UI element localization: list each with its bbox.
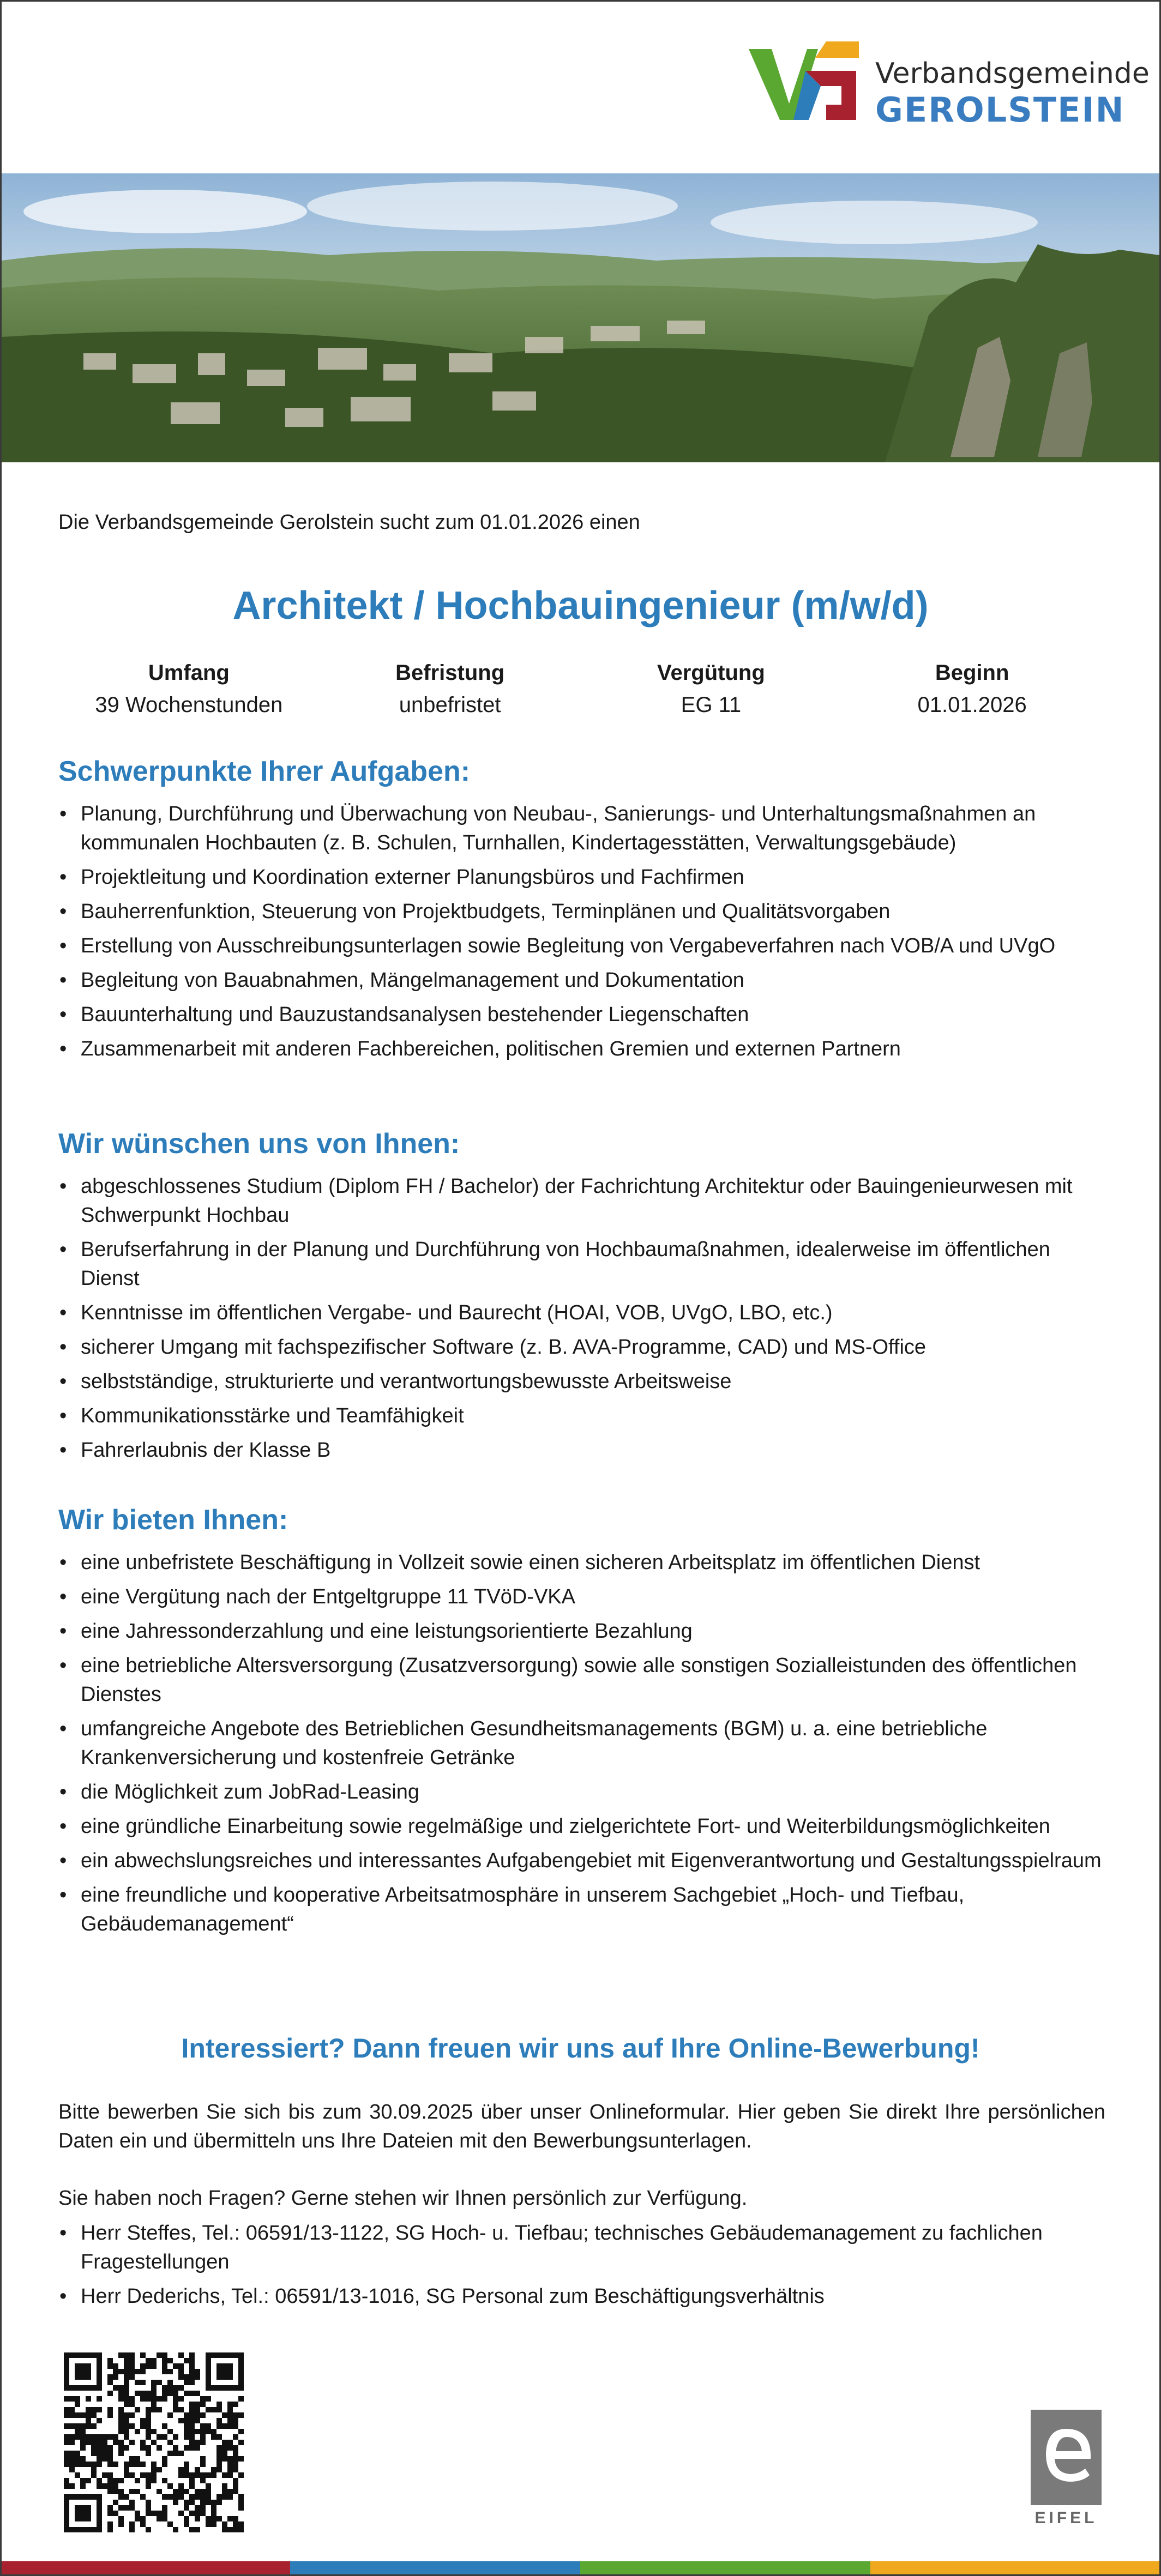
job-title: Architekt / Hochbauingenieur (m/w/d) [232,584,929,628]
cta-heading: Interessiert? Dann freuen wir uns auf Ihre Online-Bewerbung! [181,2033,980,2064]
questions-intro: Sie haben noch Fragen? Gerne stehen wir Ihnen persönlich zur Verfügung. [58,2187,748,2210]
benefits-list [58,1548,1111,1939]
fact-value: unbefristet [399,693,501,717]
list-item: • Fahrerlaubnis der Klasse B [58,1436,1111,1465]
eifel-logo [1025,2410,1107,2535]
list-item: • eine unbefristete Beschäftigung in Vollzeit sowie einen sicheren Arbeitsplatz im öffentlichen Dienst [58,1548,1111,1577]
contacts-section [58,2219,1111,2316]
list-item: • selbstständige, strukturierte und verantwortungsbewusste Arbeitsweise [58,1367,1111,1396]
list-item: • eine gründliche Einarbeitung sowie regelmäßige und zielgerichtete Fort- und Weiterbildungsmöglichkeiten [58,1812,1111,1841]
vg-gerolstein-logo[interactable] [744,38,1150,131]
list-item: • sicherer Umgang mit fachspezifischer Software (z. B. AVA-Programme, CAD) und MS-Office [58,1333,1111,1362]
list-item: • ein abwechslungsreiches und interessantes Aufgabengebiet mit Eigenverantwortung und Gestaltungsspielraum [58,1847,1111,1875]
footer-stripe-green [580,2561,870,2574]
requirements-section [58,1127,1111,1470]
list-item: • abgeschlossenes Studium (Diplom FH / Bachelor) der Fachrichtung Architektur oder Bauingenieurwesen mit Schwerpunkt Hochbau [58,1172,1111,1230]
eifel-label: EIFEL [1034,2509,1098,2527]
logo-line-2: GEROLSTEIN [875,90,1125,130]
list-item: • Kommunikationsstärke und Teamfähigkeit [58,1402,1111,1431]
benefits-heading: Wir bieten Ihnen: [58,1504,288,1536]
list-item: • Erstellung von Ausschreibungsunterlagen sowie Begleitung von Vergabeverfahren nach VOB/A und UVgO [58,932,1111,961]
benefits-section [58,1504,1111,1944]
list-item: • umfangreiche Angebote des Betrieblichen Gesundheitsmanagements (BGM) u. a. eine betriebliche Krankenversicherung und kostenfreie Getränke [58,1715,1111,1772]
eifel-e-icon [1025,2410,1107,2505]
requirements-list [58,1172,1111,1465]
list-item: • Kenntnisse im öffentlichen Vergabe- und Baurecht (HOAI, VOB, UVgO, LBO, etc.) [58,1299,1111,1328]
qr-code-icon[interactable] [64,2352,244,2532]
fact-label: Beginn [935,661,1009,685]
list-item: • Planung, Durchführung und Überwachung von Neubau-, Sanierungs- und Unterhaltungsmaßnahmen an kommunalen Hochbauten (z. B. Schulen, Turnhallen, Kindertagesstätten, Verwaltungsgebäude) [58,800,1111,858]
hero-panorama-image [2,173,1159,462]
contacts-list [58,2219,1111,2311]
list-item: • eine freundliche und kooperative Arbeitsatmosphäre in unserem Sachgebiet „Hoch- und Tiefbau, Gebäudemanagement“ [58,1881,1111,1939]
fact-value: 39 Wochenstunden [95,693,283,717]
list-item: • Projektleitung und Koordination externer Planungsbüros und Fachfirmen [58,863,1111,892]
list-item: • Bauunterhaltung und Bauzustandsanalysen bestehender Liegenschaften [58,1000,1111,1029]
footer-stripe-red [2,2561,290,2574]
fact-value: EG 11 [681,693,742,717]
job-facts [58,661,1103,717]
apply-text: Bitte bewerben Sie sich bis zum 30.09.2025 über unser Onlineformular. Hier geben Sie direkt Ihre persönlichen Daten ein und übermitteln uns Ihre Dateien mit den Bewerbungsunterlagen. [58,2101,1105,2152]
tasks-section [58,755,1111,1069]
list-item: • die Möglichkeit zum JobRad-Leasing [58,1778,1111,1807]
footer-stripe-orange [870,2561,1159,2574]
list-item: • eine Jahressonderzahlung und eine leistungsorientierte Bezahlung [58,1617,1111,1646]
fact-umfang [58,661,320,717]
fact-value: 01.01.2026 [917,693,1027,717]
fact-label: Befristung [395,661,505,685]
contact-steffes: • Herr Steffes, Tel.: 06591/13-1122, SG Hoch- u. Tiefbau; technisches Gebäudemanagement zu fachlichen Fragestellungen [58,2219,1111,2277]
contact-dederichs: • Herr Dederichs, Tel.: 06591/13-1016, SG Personal zum Beschäftigungsverhältnis [58,2282,1111,2311]
tasks-list [58,800,1111,1064]
fact-befristung [320,661,581,717]
fact-beginn [841,661,1103,717]
list-item: • Zusammenarbeit mit anderen Fachbereichen, politischen Gremien und externen Partnern [58,1035,1111,1064]
list-item: • eine betriebliche Altersversorgung (Zusatzversorgung) sowie alle sonstigen Sozialleistunden des öffentlichen Dienstes [58,1651,1111,1709]
list-item: • Berufserfahrung in der Planung und Durchführung von Hochbaumaßnahmen, idealerweise im öffentlichen Dienst [58,1235,1111,1293]
vg-logo-mark-icon [744,38,864,131]
fact-verguetung [581,661,842,717]
requirements-heading: Wir wünschen uns von Ihnen: [58,1128,460,1160]
footer-stripe-blue [290,2561,580,2574]
tasks-heading: Schwerpunkte Ihrer Aufgaben: [58,756,471,787]
fact-label: Umfang [148,661,230,685]
list-item: • Begleitung von Bauabnahmen, Mängelmanagement und Dokumentation [58,966,1111,995]
fact-label: Vergütung [657,661,765,685]
intro-text: Die Verbandsgemeinde Gerolstein sucht zum 01.01.2026 einen [58,511,640,534]
list-item: • Bauherrenfunktion, Steuerung von Projektbudgets, Terminplänen und Qualitätsvorgaben [58,897,1111,926]
list-item: • eine Vergütung nach der Entgeltgruppe 11 TVöD-VKA [58,1583,1111,1612]
logo-line-1: Verbandsgemeinde [875,57,1150,90]
